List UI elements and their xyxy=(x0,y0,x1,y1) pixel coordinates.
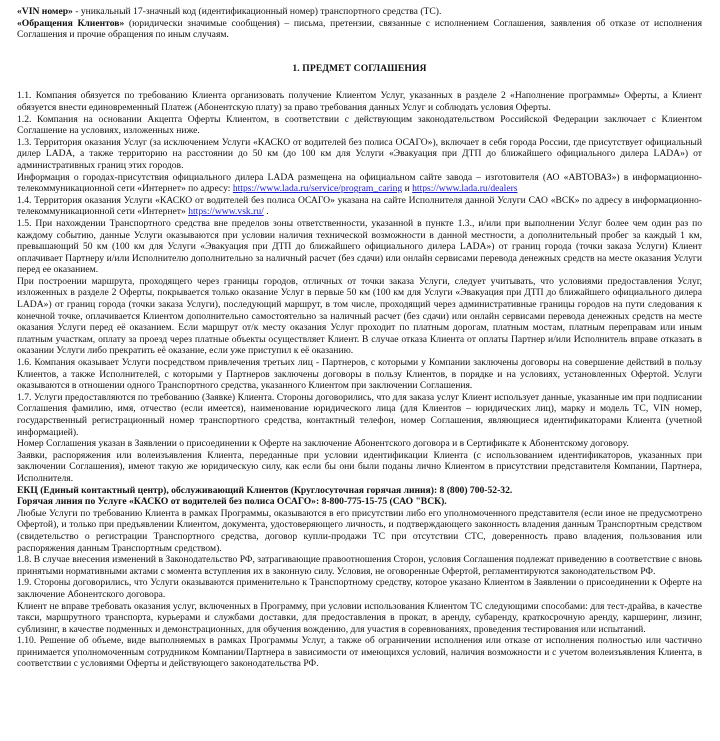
paragraph-1-7-requests: Заявки, распоряжения или волеизъявления Клиента, переданные при условии идентификации Клиента (с использованием идентификаторов, указанных при заключении Соглашения), имеют такую же юридическую силу, как если бы они были поданы лично Клиентом в присутствии представителя Компании, Партнера, Исполнителя. xyxy=(17,449,702,484)
paragraph-text: Информация о городах-присутствия официального дилера LADA размещена на официальном сайте завода – изготовителя (АО «АВТОВАЗ») в информационно-телекоммуникационной сети «Интернет» по адресу: xyxy=(17,171,702,195)
definition-appeals xyxy=(17,18,702,41)
definition-term: «Обращения Клиентов» xyxy=(17,17,125,29)
paragraph-1-3-info xyxy=(17,172,702,195)
paragraph-1-4 xyxy=(17,195,702,218)
definition-vin xyxy=(17,6,702,18)
paragraph-1-3: 1.3. Территория оказания Услуг (за исключением Услуги «КАСКО от водителей без полиса ОСАГО»), включает в себя города России, где присутствует официальный дилер LADA, а также территорию на расстоянии до 50 км (до 100 км для Услуги «Эвакуация при ДТП до ближайшего официального дилера LADA») от административных границ этих городов. xyxy=(17,136,702,171)
paragraph-1-7: 1.7. Услуги предоставляются по требованию (Заявке) Клиента. Стороны договорились, что для заказа услуг Клиент использует данные, указанные им при подписании Соглашения фамилию, имя, отчество (если имеется), наименование юридического лица (для Клиентов – юридических лиц), марку и модель ТС, VIN номер, государственный регистрационный номер транспортного средства, контактный телефон, номер Соглашения, являющиеся идентификаторами Клиента (учетной информацией). xyxy=(17,391,702,438)
definition-term: «VIN номер» xyxy=(17,6,73,17)
paragraph-text: . xyxy=(263,206,269,218)
paragraph-1-10: 1.10. Решение об объеме, виде выполняемых в рамках Программы Услуг, а также об ограничении исполнения или отказе от исполнения полностью или частично принимается уполномоченным сотрудником Компании/Партнера в зависимости от имеющихся условий, наличия возможности и с учетом волеизъявления Клиента, в соответствии с условиями Оферты и действующего законодательства РФ. xyxy=(17,635,702,670)
hotline-kasko: Горячая линия по Услуге «КАСКО от водителей без полиса ОСАГО»: 8-800-775-15-75 (САО "ВСК). xyxy=(17,496,447,508)
paragraph-1-1: 1.1. Компания обязуется по требованию Клиента организовать получение Клиентом Услуг, указанных в разделе 2 «Наполнение программы» Оферты, а Клиент обязуется внести единовременный Платеж (Абонентскую плату) за право требования данных Услуг и соблюдать условия Оферты. xyxy=(17,90,702,113)
paragraph-1-6: 1.6. Компания оказывает Услуги посредством привлечения третьих лиц - Партнеров, с которыми у Компании заключены договоры на совершение действий в пользу Клиентов, а также Исполнителей, с которыми у Партнеров заключены договоры в пользу Клиентов, в порядке и на условиях, установленных Офертой. Услуги оказываются в отношении одного Транспортного средства, указанного Клиентом при заключении Соглашения. xyxy=(17,357,702,392)
paragraph-1-9-use: Клиент не вправе требовать оказания услуг, включенных в Программу, при условии использования Клиентом ТС следующими способами: для тест-драйва, в качестве такси, маршрутного транспорта, курьерами и службами доставки, для предоставления в прокат, в аренду, субаренду, краткосрочную аренду, каршеринг, лизинг, сублизинг, в качестве подменных и демонстрационных, для обучения вождению, для участия в соревнованиях, проведения тестирования или испытаний. xyxy=(17,600,702,635)
definition-text: - уникальный 17-значный код (идентификационный номер) транспортного средства (ТС). xyxy=(72,6,442,17)
definition-text: (юридически значимые сообщения) – письма, претензии, связанные с исполнением Соглашения, заявления об отказе от исполнения Соглашения и прочие обращения по иным случаям. xyxy=(17,17,703,41)
paragraph-1-9: 1.9. Стороны договорились, что Услуги оказываются применительно к Транспортному средству, которое указано Клиентом в Заявлении о присоединении к Оферте на заключение Абонентского договора. xyxy=(17,577,702,600)
paragraph-1-7-number: Номер Соглашения указан в Заявлении о присоединении к Оферте на заключение Абонентского договора и в Сертификате к Абонентскому договору. xyxy=(17,438,629,450)
paragraph-text: и xyxy=(402,183,413,195)
link-vsk[interactable]: https://www.vsk.ru/ xyxy=(188,206,264,218)
hotline-ekc: ЕКЦ (Единый контактный центр), обслуживающий Клиентов (Круглосуточная горячая линия): 8 (800) 700-52-32. xyxy=(17,484,513,496)
link-lada-service-program[interactable]: https://www.lada.ru/service/program_caring xyxy=(232,183,403,195)
paragraph-1-2: 1.2. Компания на основании Акцепта Оферты Клиентом, в соответствии с действующим законодательством Российской Федерации заключает с Клиентом Соглашение на условиях, изложенных ниже. xyxy=(17,113,702,137)
paragraph-1-5: 1.5. При нахождении Транспортного средства вне пределов зоны ответственности, указанной в пункте 1.3., и/или при выполнении Услуг более чем один раз по каждому событию, данные Услуги оказываются при условии наличия технической возможности в данной местности, а дополнительный пробег за каждый 1 км, превышающий 50 км (100 км для Услуги «Эвакуация при ДТП до ближайшего официального дилера LADA») от границ города (точки заказа Услуги) Клиент оплачивает Партнеру и/или Исполнителю дополнительно за наличный расчет (без сдачи) или онлайн сервисами перевода денежных средств на месте оказания Услуги перед ее оказанием. xyxy=(17,217,702,276)
paragraph-1-5-route: При построении маршрута, проходящего через границы городов, отличных от точки заказа Услуги, следует учитывать, что условиями предоставления Услуг, изложенных в разделе 2 Оферты, покрывается только оказание Услуг в первые 50 км (100 км для Услуги «Эвакуация при ДТП до ближайшего официального дилера LADA») от границ города (точки заказа Услуги), последующий маршрут, в том числе, проходящий через административные границы городов на пути следования к конечной точке, оплачивается Клиентом дополнительно самостоятельно за наличный расчет (без сдачи) или онлайн сервисами перевода денежных средств на месте оказания Услуги перед её оказанием. Если маршрут от/к месту оказания Услуг проходит по платным дорогам, платным мостам, платным переправам или иным платным участкам, оплату за проезд через платные объекты осуществляет Клиент. В случае отказа Клиента от оплаты Партнер и/или Исполнитель вправе отказать в оказании Услуги либо прекратить её оказание, если уже приступил к её оказанию. xyxy=(17,275,702,357)
section-heading: 1. ПРЕДМЕТ СОГЛАШЕНИЯ xyxy=(292,62,427,74)
paragraph-services: Любые Услуги по требованию Клиента в рамках Программы, оказываются в его присутствии либо его уполномоченного представителя (если иное не предусмотрено Офертой), и только при предъявлении Клиентом, документа, удостоверяющего личность, и подтверждающего законность владения данным Транспортным средством (свидетельство о регистрации Транспортного средства, договор купли-продажи ТС при отсутствии СТС, доверенность право владения, пользования или распоряжения данным Транспортным средством). xyxy=(17,507,702,554)
paragraph-text: 1.4. Территория оказания Услуги «КАСКО от водителей без полиса ОСАГО» указана на сайте Исполнителя данной Услуги САО «ВСК» по адресу в информационно-телекоммуникационной сети «Интернет» xyxy=(17,194,702,218)
paragraph-1-8: 1.8. В случае внесения изменений в Законодательство РФ, затрагивающие правоотношения Сторон, условия Соглашения подлежат приведению в соответствие с вновь принятыми нормативными актами с момента вступления их в законную силу. Условия, не оговоренные Офертой, регламентируются законодательством РФ. xyxy=(17,554,702,577)
link-lada-dealers[interactable]: https://www.lada.ru/dealers xyxy=(412,183,518,195)
